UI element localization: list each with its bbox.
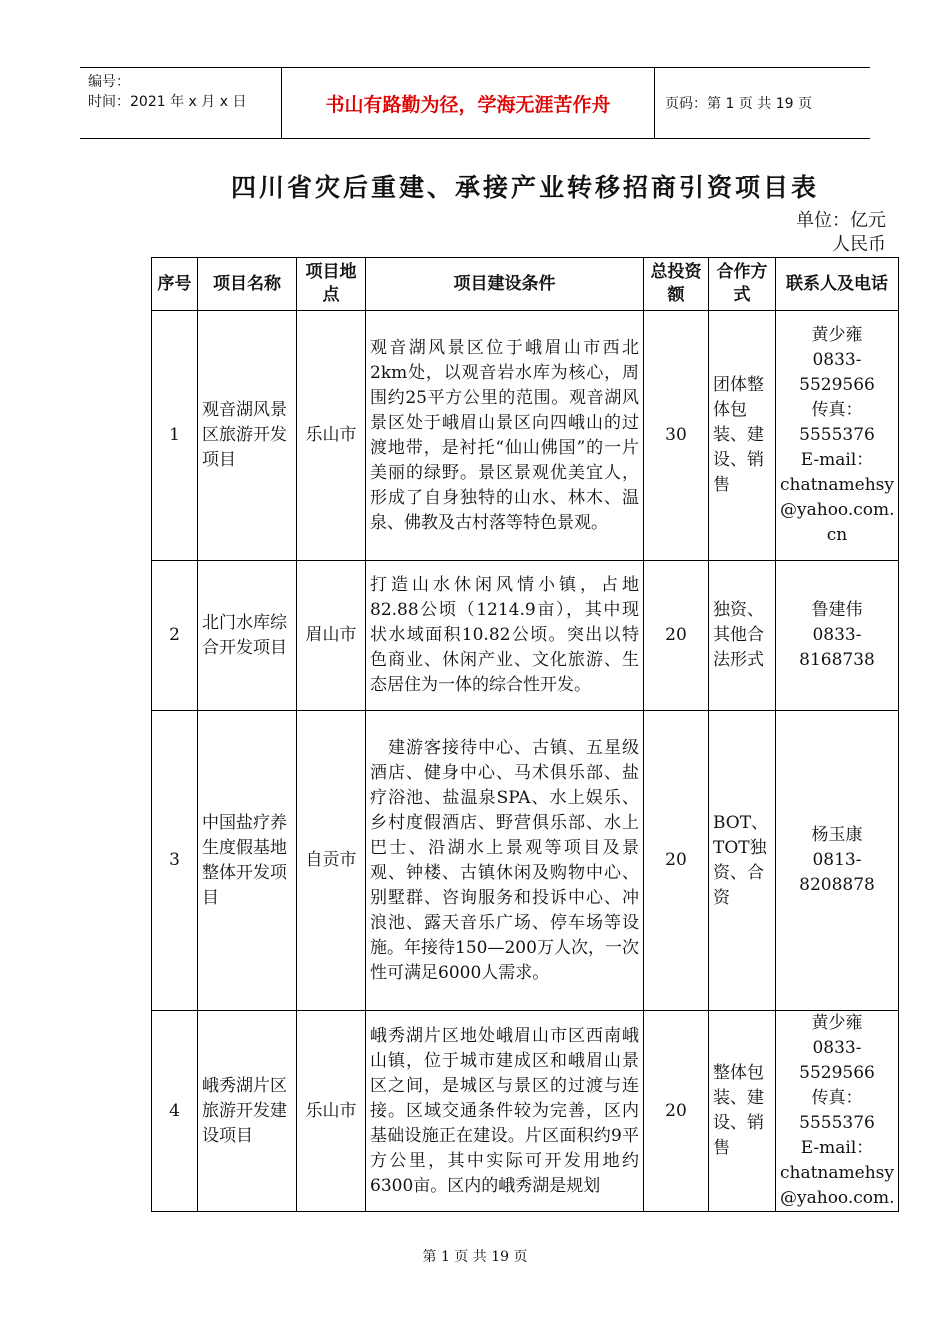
page-header: [80, 67, 870, 139]
table-row: [152, 1011, 899, 1212]
table-row: [152, 311, 899, 561]
row-location: 乐山市: [297, 311, 366, 561]
row-conditions: 建游客接待中心、古镇、五星级酒店、健身中心、马术俱乐部、盐疗浴池、盐温泉SPA、水上娱乐、乡村度假酒店、野营俱乐部、水上巴士、沿湖水上景观等项目及景观、钟楼、古镇休闲及购物中心、别墅群、咨询服务和投诉中心、冲浪池、露天音乐广场、停车场等设施。年接待150—200万人次，一次性可满足6000人需求。: [366, 711, 644, 1011]
contact-line: E-mail：: [800, 1138, 874, 1158]
row-conditions: 峨秀湖片区地处峨眉山市区西南峨山镇，位于城市建成区和峨眉山景区之间，是城区与景区的过渡与连接。区域交通条件较为完善，区内基础设施正在建设。片区面积约9平方公里，其中实际可开发用地约6300亩。区内的峨秀湖是规划: [366, 1011, 644, 1212]
document-number-label: 编号：: [88, 74, 130, 90]
row-name: 中国盐疗养生度假基地整体开发项目: [198, 711, 297, 1011]
row-investment: 30: [644, 311, 709, 561]
row-name: 北门水库综合开发项目: [198, 561, 297, 711]
contact-line: 传真：: [811, 1088, 863, 1108]
row-investment: 20: [644, 711, 709, 1011]
contact-line: 8168738: [799, 650, 875, 670]
header-meta: [80, 68, 282, 138]
header-cooperation: 合作方式: [709, 258, 776, 311]
row-seq: 2: [152, 561, 198, 711]
contact-line: 0833-: [812, 1038, 862, 1058]
contact-line: 5529566: [799, 375, 875, 395]
row-contact: [776, 311, 899, 561]
header-location: 项目地点: [297, 258, 366, 311]
document-title: 四川省灾后重建、承接产业转移招商引资项目表: [230, 173, 819, 202]
row-cooperation: BOT、TOT独资、合资: [709, 711, 776, 1011]
row-conditions: 观音湖风景区位于峨眉山市西北2km处，以观音岩水库为核心，周围约25平方公里的范围。观音湖风景区处于峨眉山景区向四峨山的过渡地带，是衬托“仙山佛国”的一片美丽的绿野。景区景观优美宜人，形成了自身独特的山水、林木、温泉、佛教及古村落等特色景观。: [366, 311, 644, 561]
contact-line: 0813-: [812, 850, 862, 870]
row-location: 乐山市: [297, 1011, 366, 1212]
contact-line: E-mail：: [800, 450, 874, 470]
header-motto: 书山有路勤为径，学海无涯苦作舟: [282, 68, 655, 138]
row-name: 观音湖风景区旅游开发项目: [198, 311, 297, 561]
contact-line: 5555376: [799, 1113, 875, 1133]
contact-line: @yahoo.com.: [780, 1188, 895, 1208]
table-header-row: [152, 258, 899, 311]
table-row: [152, 711, 899, 1011]
contact-line: 鲁建伟: [811, 600, 863, 620]
contact-line: chatnamehsy: [780, 475, 894, 495]
contact-line: 5555376: [799, 425, 875, 445]
page-footer: 第 1 页 共 19 页: [422, 1249, 528, 1265]
contact-line: 传真：: [811, 400, 863, 420]
row-location: 自贡市: [297, 711, 366, 1011]
unit-note: [796, 209, 886, 257]
contact-line: 黄少雍: [811, 1013, 863, 1033]
contact-line: @yahoo.com.: [780, 500, 895, 520]
row-seq: 1: [152, 311, 198, 561]
row-location: 眉山市: [297, 561, 366, 711]
header-seq: 序号: [152, 258, 198, 311]
header-investment: 总投资额: [644, 258, 709, 311]
document-date: 时间：2021 年 x 月 x 日: [88, 94, 247, 110]
contact-line: 8208878: [799, 875, 875, 895]
header-contact: 联系人及电话: [776, 258, 899, 311]
row-name: 峨秀湖片区旅游开发建设项目: [198, 1011, 297, 1212]
row-contact: [776, 561, 899, 711]
contact-line: 0833-: [812, 625, 862, 645]
row-cooperation: 整体包装、建设、销售: [709, 1011, 776, 1212]
contact-line: 0833-: [812, 350, 862, 370]
header-conditions: 项目建设条件: [366, 258, 644, 311]
projects-table: [151, 257, 899, 1212]
row-conditions: 打造山水休闲风情小镇，占地82.88公顷（1214.9亩），其中现状水域面积10.82公顷。突出以特色商业、休闲产业、文化旅游、生态居住为一体的综合性开发。: [366, 561, 644, 711]
contact-line: 5529566: [799, 1063, 875, 1083]
row-investment: 20: [644, 1011, 709, 1212]
row-seq: 3: [152, 711, 198, 1011]
row-cooperation: 独资、其他合法形式: [709, 561, 776, 711]
row-investment: 20: [644, 561, 709, 711]
unit-line-2: 人民币: [832, 234, 886, 255]
header-page-info: 页码：第 1 页 共 19 页: [665, 96, 812, 112]
contact-line: chatnamehsy: [780, 1163, 894, 1183]
row-contact: [776, 1011, 899, 1212]
row-contact: [776, 711, 899, 1011]
row-seq: 4: [152, 1011, 198, 1212]
table-row: [152, 561, 899, 711]
contact-line: cn: [826, 525, 848, 545]
contact-line: 黄少雍: [811, 325, 863, 345]
contact-line: 杨玉康: [811, 825, 863, 845]
header-name: 项目名称: [198, 258, 297, 311]
unit-line-1: 单位：亿元: [796, 210, 886, 231]
row-cooperation: 团体整体包装、建设、销售: [709, 311, 776, 561]
